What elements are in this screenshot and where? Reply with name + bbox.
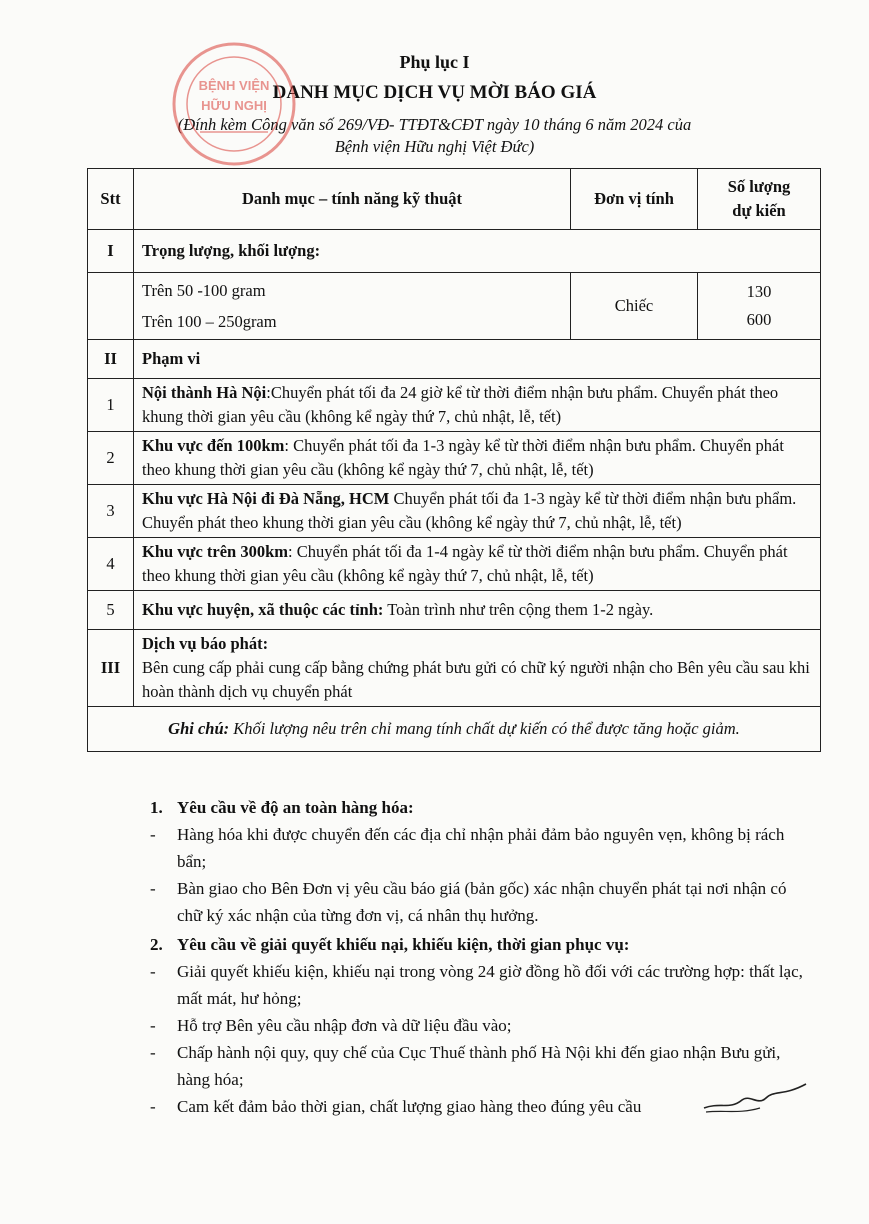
scope-4-region: Khu vực trên 300km <box>142 542 289 561</box>
table-header-row <box>88 169 821 230</box>
stamp-text-line-1: BỆNH VIỆN <box>198 78 270 93</box>
scope-row-5 <box>88 591 821 630</box>
hospital-seal-stamp <box>170 40 298 168</box>
section-row-II <box>88 340 821 379</box>
weight-line-1: Trên 50 -100 gram <box>142 281 266 300</box>
section-III-stt: III <box>88 630 134 707</box>
weight-qty-2: 600 <box>746 310 772 329</box>
scope-row-2 <box>88 432 821 485</box>
weight-stt <box>88 273 134 340</box>
weight-qty-1: 130 <box>746 282 772 301</box>
requirement-1-number: 1. <box>150 798 163 817</box>
list-item <box>150 821 810 875</box>
scope-2-desc: : Chuyển phát tối đa 1-3 ngày kể từ thời điểm nhận bưu phẩm. Chuyển phát theo khung thời gian yêu cầu (không kể ngày thứ 7, chủ nhật, lễ, tết) <box>142 436 784 479</box>
list-item <box>150 958 810 1012</box>
weight-line-2: Trên 100 – 250gram <box>142 312 277 331</box>
scope-4-desc: : Chuyển phát tối đa 1-4 ngày kể từ thời điểm nhận bưu phẩm. Chuyển phát theo khung thời gian yêu cầu (không kể ngày thứ 7, chủ nhật, lễ, tết) <box>142 542 788 585</box>
scope-2-region: Khu vực đến 100km <box>142 436 285 455</box>
section-I-label: Trọng lượng, khối lượng: <box>134 230 821 273</box>
scope-5-region: Khu vực huyện, xã thuộc các tỉnh: <box>142 600 384 619</box>
section-II-stt: II <box>88 340 134 379</box>
list-item <box>150 875 810 929</box>
dash-bullet: - <box>150 825 156 844</box>
requirement-1-heading <box>150 794 810 821</box>
weight-unit: Chiếc <box>571 273 698 340</box>
scope-3-region: Khu vực Hà Nội đi Đà Nẵng, HCM <box>142 489 390 508</box>
note-label: Ghi chú: <box>168 719 230 738</box>
scope-1-region: Nội thành Hà Nội <box>142 383 267 402</box>
scope-4-stt: 4 <box>88 538 134 591</box>
requirements-section <box>150 794 810 1120</box>
service-table <box>87 168 821 752</box>
dash-bullet: - <box>150 1016 156 1035</box>
scope-3-text <box>134 485 821 538</box>
requirement-2-item-2: Hỗ trợ Bên yêu cầu nhập đơn và dữ liệu đầu vào; <box>177 1016 512 1035</box>
scope-1-text <box>134 379 821 432</box>
header-qty <box>698 169 821 230</box>
header-item: Danh mục – tính năng kỹ thuật <box>134 169 571 230</box>
scope-3-desc: Chuyển phát tối đa 1-3 ngày kể từ thời điểm nhận bưu phẩm. Chuyển phát theo khung thời gian yêu cầu (không kể ngày thứ 7, chủ nhật, lễ, tết) <box>142 489 797 532</box>
scope-1-desc: :Chuyển phát tối đa 24 giờ kể từ thời điểm nhận bưu phẩm. Chuyển phát theo khung thời gian yêu cầu (không kể ngày thứ 7, chủ nhật, lễ, tết) <box>142 383 779 426</box>
subtitle-line-1: (Đính kèm Công văn số 269/VĐ- TTĐT&CĐT ngày 10 tháng 6 năm 2024 của <box>177 115 692 134</box>
note-text: Khối lượng nêu trên chỉ mang tính chất dự kiến có thể được tăng hoặc giảm. <box>229 719 740 738</box>
list-item <box>150 1012 810 1039</box>
scope-2-text <box>134 432 821 485</box>
scope-5-desc: Toàn trình như trên cộng them 1-2 ngày. <box>383 600 654 619</box>
weight-qty <box>698 273 821 340</box>
document-subtitle <box>0 114 869 158</box>
weight-items <box>134 273 571 340</box>
requirement-1-item-2: Bàn giao cho Bên Đơn vị yêu cầu báo giá (bản gốc) xác nhận chuyển phát tại nơi nhận có chữ ký xác nhận của từng đơn vị, cá nhân thụ hưởng. <box>177 879 787 925</box>
dash-bullet: - <box>150 962 156 981</box>
section-I-stt: I <box>88 230 134 273</box>
scope-5-stt: 5 <box>88 591 134 630</box>
header-qty-line-2: dự kiến <box>732 201 786 220</box>
requirement-2-title: Yêu cầu về giải quyết khiếu nại, khiếu kiện, thời gian phục vụ: <box>177 935 630 954</box>
scope-5-text <box>134 591 821 630</box>
section-II-label: Phạm vi <box>134 340 821 379</box>
document-title: DANH MỤC DỊCH VỤ MỜI BÁO GIÁ <box>272 82 597 103</box>
dash-bullet: - <box>150 1097 156 1116</box>
section-row-I <box>88 230 821 273</box>
scope-4-text <box>134 538 821 591</box>
requirement-2-heading <box>150 931 810 958</box>
requirement-1-item-1: Hàng hóa khi được chuyển đến các địa chỉ nhận phải đảm bảo nguyên vẹn, không bị rách bẩn; <box>177 825 785 871</box>
appendix-label: Phụ lục I <box>399 52 470 72</box>
scope-row-1 <box>88 379 821 432</box>
scope-row-4 <box>88 538 821 591</box>
scope-1-stt: 1 <box>88 379 134 432</box>
scope-row-3 <box>88 485 821 538</box>
handwritten-signature-mark <box>700 1080 810 1120</box>
requirement-2-item-3: Chấp hành nội quy, quy chế của Cục Thuế thành phố Hà Nội khi đến giao nhận Bưu gửi, hàng hóa; <box>177 1043 781 1089</box>
section-III-text: Bên cung cấp phải cung cấp bằng chứng phát bưu gửi có chữ ký người nhận cho Bên yêu cầu sau khi hoàn thành dịch vụ chuyển phát <box>142 658 810 701</box>
subtitle-line-2: Bệnh viện Hữu nghị Việt Đức) <box>334 137 535 156</box>
header-stt: Stt <box>88 169 134 230</box>
dash-bullet: - <box>150 879 156 898</box>
scope-3-stt: 3 <box>88 485 134 538</box>
requirement-2-number: 2. <box>150 935 163 954</box>
weight-row <box>88 273 821 340</box>
requirement-2-item-4: Cam kết đảm bảo thời gian, chất lượng giao hàng theo đúng yêu cầu <box>177 1097 642 1116</box>
requirement-1-title: Yêu cầu về độ an toàn hàng hóa: <box>177 798 414 817</box>
note-cell <box>88 707 821 752</box>
header-unit: Đơn vị tính <box>571 169 698 230</box>
section-III-content <box>134 630 821 707</box>
header-qty-line-1: Số lượng <box>727 177 791 196</box>
dash-bullet: - <box>150 1043 156 1062</box>
section-III-label: Dịch vụ báo phát: <box>142 634 269 653</box>
stamp-text-line-2: HỮU NGHỊ <box>201 98 267 113</box>
note-row <box>88 707 821 752</box>
requirement-2-item-1: Giải quyết khiếu kiện, khiếu nại trong vòng 24 giờ đồng hồ đối với các trường hợp: thất lạc, mất mát, hư hỏng; <box>177 962 803 1008</box>
scope-2-stt: 2 <box>88 432 134 485</box>
section-row-III <box>88 630 821 707</box>
